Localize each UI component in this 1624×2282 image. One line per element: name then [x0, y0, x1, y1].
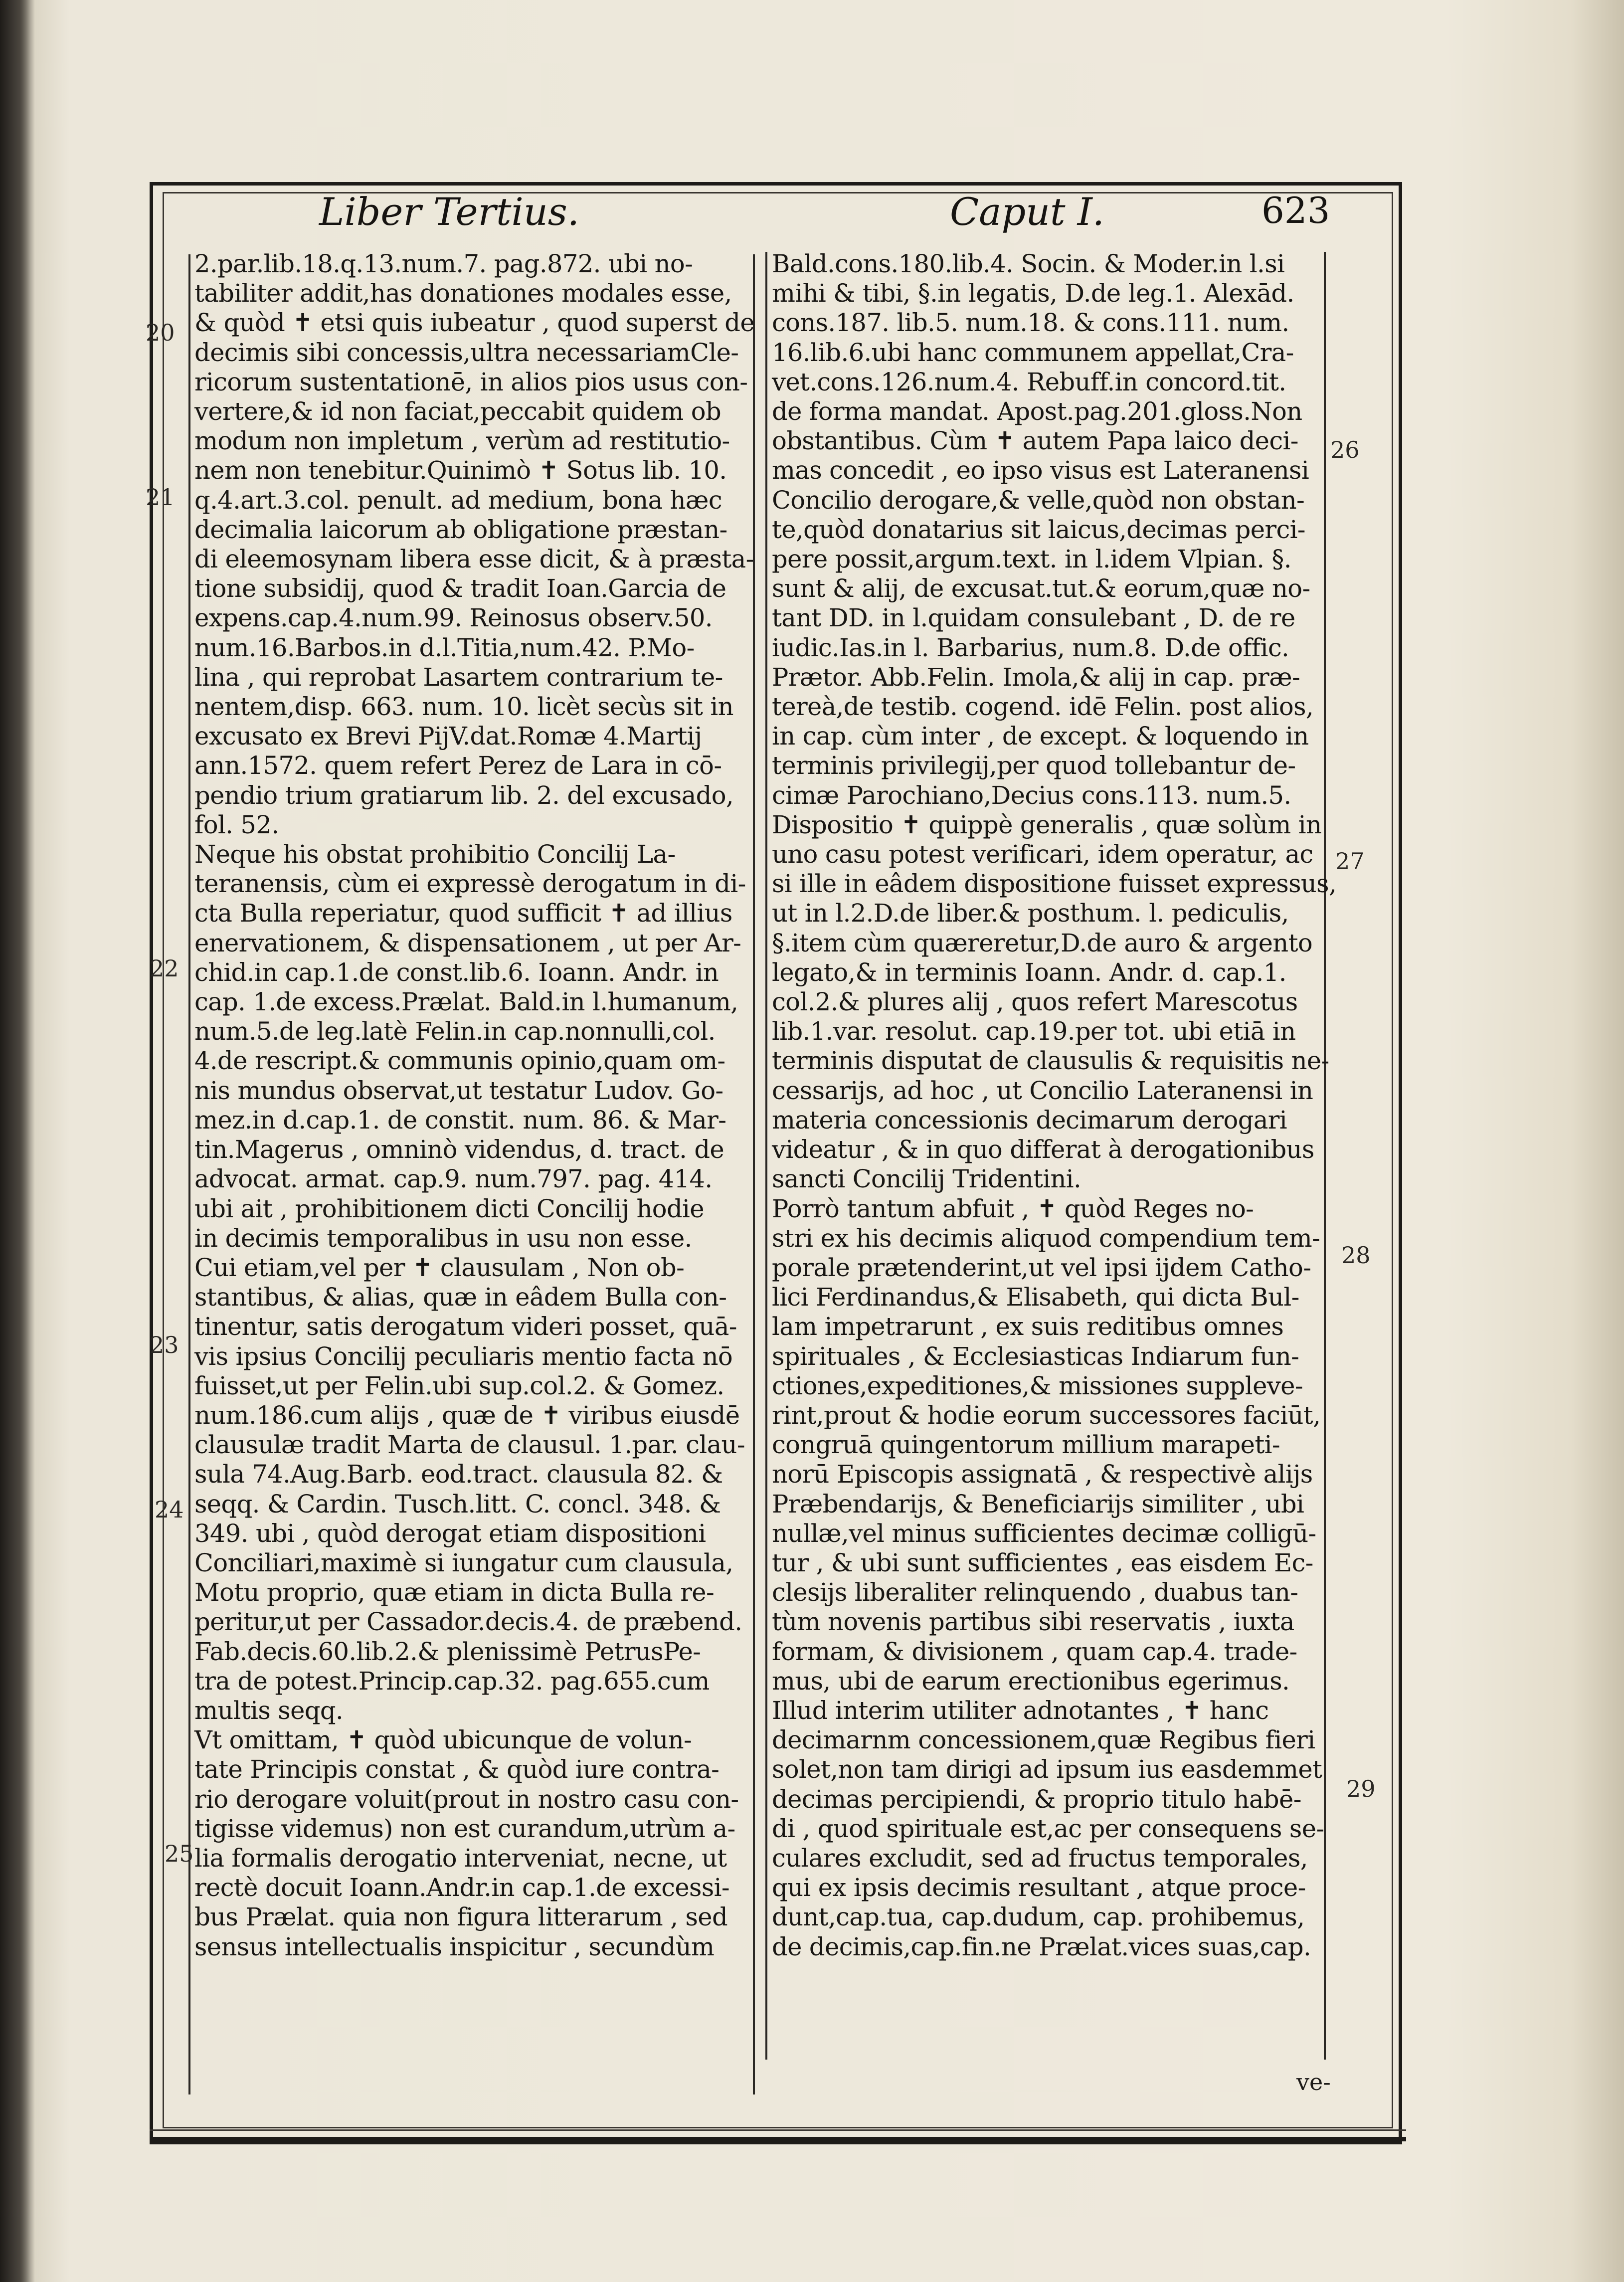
text-line: in decimis temporalibus in usu non esse. — [194, 1223, 692, 1253]
margin-number-23: 23 — [150, 1331, 179, 1358]
text-line: tin.Magerus , omninò videndus, d. tract. de — [194, 1135, 724, 1164]
text-line: enervationem, & dispensationem , ut per Ar- — [194, 928, 741, 957]
text-line: ctiones,expeditiones,& missiones suppleve- — [772, 1371, 1303, 1400]
text-line: rectè docuit Ioann.Andr.in cap.1.de excessi- — [194, 1873, 730, 1902]
text-line: spirituales , & Ecclesiasticas Indiarum fun- — [772, 1341, 1299, 1371]
text-line: lia formalis derogatio interveniat, necne, ut — [194, 1843, 727, 1873]
text-line: ann.1572. quem refert Perez de Lara in cō- — [194, 751, 722, 780]
text-line: de forma mandat. Apost.pag.201.gloss.Non — [772, 397, 1302, 426]
text-line: cta Bulla reperiatur, quod sufficit ✝ ad illius — [194, 899, 732, 928]
text-line: tùm novenis partibus sibi reservatis , iuxta — [772, 1607, 1294, 1637]
margin-number-21: 21 — [146, 484, 175, 511]
text-line: terminis disputat de clausulis & requisitis ne- — [772, 1046, 1329, 1076]
text-line: dunt,cap.tua, cap.dudum, cap. prohibemus, — [772, 1902, 1305, 1932]
text-line: congruā quingentorum millium marapeti- — [772, 1430, 1280, 1460]
text-line: pere possit,argum.text. in l.idem Vlpian. §. — [772, 545, 1291, 574]
text-line: sunt & alij, de excusat.tut.& eorum,quæ no- — [772, 574, 1310, 603]
text-line: cimæ Parochiano,Decius cons.113. num.5. — [772, 780, 1291, 810]
text-line: Prætor. Abb.Felin. Imola,& alij in cap. præ- — [772, 662, 1300, 692]
text-line: ubi ait , prohibitionem dicti Concilij hodie — [194, 1194, 704, 1223]
text-line: obstantibus. Cùm ✝ autem Papa laico deci- — [772, 426, 1298, 456]
text-line: Porrò tantum abfuit , ✝ quòd Reges no- — [772, 1194, 1254, 1223]
text-line: excusato ex Brevi PijV.dat.Romæ 4.Martij — [194, 722, 702, 751]
text-line: fuisset,ut per Felin.ubi sup.col.2. & Gomez. — [194, 1371, 724, 1400]
text-line: rint,prout & hodie eorum successores faciūt, — [772, 1400, 1321, 1430]
text-line: expens.cap.4.num.99. Reinosus observ.50. — [194, 603, 713, 633]
text-line: 16.lib.6.ubi hanc communem appellat,Cra- — [772, 338, 1294, 367]
margin-number-24: 24 — [155, 1496, 184, 1523]
text-line: lina , qui reprobat Lasartem contrarium te- — [194, 662, 723, 692]
text-line: num.5.de leg.latè Felin.in cap.nonnulli,col. — [194, 1017, 716, 1046]
text-line: nis mundus observat,ut testatur Ludov. Go- — [194, 1076, 723, 1105]
text-line: Neque his obstat prohibitio Concilij La- — [194, 840, 676, 869]
text-line: stantibus, & alias, quæ in eâdem Bulla con- — [194, 1283, 727, 1312]
margin-number-27: 27 — [1335, 848, 1365, 875]
text-line: mus, ubi de earum erectionibus egerimus. — [772, 1666, 1290, 1696]
text-line: peritur,ut per Cassador.decis.4. de præbend. — [194, 1607, 742, 1637]
text-line: 349. ubi , quòd derogat etiam dispositioni — [194, 1519, 706, 1548]
text-line: chid.in cap.1.de const.lib.6. Ioann. Andr. in — [194, 957, 719, 987]
catchword: ve- — [1296, 2069, 1331, 2095]
text-line: teranensis, cùm ei expressè derogatum in di- — [194, 869, 746, 899]
text-line: ricorum sustentationē, in alios pios usus con- — [194, 367, 748, 396]
text-line: cons.187. lib.5. num.18. & cons.111. num. — [772, 308, 1289, 338]
text-line: lam impetrarunt , ex suis reditibus omnes — [772, 1312, 1284, 1341]
bottom-rule-thin — [150, 2129, 1406, 2131]
text-line: Motu proprio, quæ etiam in dicta Bulla re- — [194, 1578, 715, 1607]
text-line: qui ex ipsis decimis resultant , atque proce- — [772, 1873, 1306, 1902]
text-line: sancti Concilij Tridentini. — [772, 1164, 1082, 1194]
text-line: bus Prælat. quia non figura litterarum , sed — [194, 1902, 728, 1932]
text-line: decimas percipiendi, & proprio titulo habē- — [772, 1784, 1301, 1814]
text-line: terminis privilegij,per quod tollebantur de- — [772, 751, 1296, 780]
text-line: Præbendarijs, & Beneficiarijs similiter , ubi — [772, 1489, 1304, 1519]
margin-number-29: 29 — [1346, 1775, 1376, 1802]
text-line: Cui etiam,vel per ✝ clausulam , Non ob- — [194, 1253, 685, 1282]
text-line: modum non impletum , verùm ad restitutio- — [194, 426, 730, 456]
text-line: videatur , & in quo differat à derogationibus — [772, 1135, 1314, 1164]
text-line: iudic.Ias.in l. Barbarius, num.8. D.de offic. — [772, 633, 1289, 662]
text-line: tate Principis constat , & quòd iure contra- — [194, 1755, 720, 1784]
text-line: lici Ferdinandus,& Elisabeth, qui dicta Bul- — [772, 1283, 1299, 1312]
text-line: & quòd ✝ etsi quis iubeatur , quod superst de — [194, 308, 755, 338]
text-line: fol. 52. — [194, 810, 279, 839]
text-line: Dispositio ✝ quippè generalis , quæ solùm in — [772, 810, 1322, 839]
text-line: vertere,& id non faciat,peccabit quidem ob — [194, 397, 722, 426]
text-line: mihi & tibi, §.in legatis, D.de leg.1. Alexād. — [772, 279, 1294, 308]
text-line: culares excludit, sed ad fructus temporales, — [772, 1843, 1308, 1873]
text-line: Fab.decis.60.lib.2.& plenissimè PetrusPe- — [194, 1637, 701, 1666]
margin-number-25: 25 — [165, 1840, 194, 1867]
text-line: legato,& in terminis Ioann. Andr. d. cap.1. — [772, 957, 1286, 987]
text-line: vet.cons.126.num.4. Rebuff.in concord.tit. — [772, 367, 1286, 396]
text-line: seqq. & Cardin. Tusch.litt. C. concl. 348. & — [194, 1489, 721, 1519]
text-line: solet,non tam dirigi ad ipsum ius easdemmet — [772, 1755, 1322, 1784]
text-line: advocat. armat. cap.9. num.797. pag. 414. — [194, 1164, 713, 1194]
text-line: di , quod spirituale est,ac per consequens se- — [772, 1814, 1324, 1843]
text-line: num.186.cum alijs , quæ de ✝ viribus eiusdē — [194, 1400, 740, 1430]
text-line: nem non tenebitur.Quinimò ✝ Sotus lib. 10. — [194, 456, 727, 485]
text-line: te,quòd donatarius sit laicus,decimas perci- — [772, 515, 1305, 544]
text-line: tra de potest.Princip.cap.32. pag.655.cum — [194, 1666, 710, 1696]
text-line: porale prætenderint,ut vel ipsi ijdem Catho- — [772, 1253, 1311, 1282]
text-line: Bald.cons.180.lib.4. Socin. & Moder.in l.si — [772, 249, 1285, 278]
text-line: 2.par.lib.18.q.13.num.7. pag.872. ubi no- — [194, 249, 693, 278]
text-line: clesijs liberaliter relinquendo , duabus tan- — [772, 1578, 1298, 1607]
text-line: formam, & divisionem , quam cap.4. trade- — [772, 1637, 1297, 1666]
text-line: tant DD. in l.quidam consulebant , D. de re — [772, 603, 1295, 633]
text-line: sensus intellectualis inspicitur , secundùm — [194, 1932, 715, 1961]
text-line: vis ipsius Concilij peculiaris mentio facta nō — [194, 1341, 733, 1371]
text-line: uno casu potest verificari, idem operatur, ac — [772, 840, 1313, 869]
text-line: tereà,de testib. cogend. idē Felin. post alios, — [772, 692, 1314, 722]
text-line: decimalia laicorum ab obligatione præstan- — [194, 515, 727, 544]
text-line: clausulæ tradit Marta de clausul. 1.par. clau- — [194, 1430, 745, 1460]
margin-number-26: 26 — [1330, 436, 1360, 463]
text-line: nullæ,vel minus sufficientes decimæ colligū- — [772, 1519, 1316, 1548]
left-text-column — [194, 249, 758, 1962]
text-line: Vt omittam, ✝ quòd ubicunque de volun- — [194, 1725, 692, 1755]
text-line: sula 74.Aug.Barb. eod.tract. clausula 82. & — [194, 1460, 723, 1489]
text-line: ut in l.2.D.de liber.& posthum. l. pediculis, — [772, 899, 1289, 928]
text-line: tur , & ubi sunt sufficientes , eas eisdem Ec- — [772, 1548, 1313, 1577]
text-line: Conciliari,maximè si iungatur cum clausula, — [194, 1548, 733, 1577]
text-line: nentem,disp. 663. num. 10. licèt secùs sit in — [194, 692, 733, 722]
text-line: tigisse videmus) non est curandum,utrùm a- — [194, 1814, 735, 1843]
text-line: multis seqq. — [194, 1696, 344, 1725]
text-line: di eleemosynam libera esse dicit, & à præsta- — [194, 545, 754, 574]
running-head-left: Liber Tertius. — [319, 190, 579, 234]
left-column-rule — [188, 254, 190, 2094]
text-line: mez.in d.cap.1. de constit. num. 86. & Mar- — [194, 1105, 726, 1135]
text-line: decimis sibi concessis,ultra necessariamCle- — [194, 338, 739, 367]
text-line: tabiliter addit,has donationes modales esse, — [194, 279, 732, 308]
text-line: tinentur, satis derogatum videri posset, quā- — [194, 1312, 737, 1341]
text-line: §.item cùm quæreretur,D.de auro & argento — [772, 928, 1313, 957]
page-number: 623 — [1262, 190, 1330, 231]
text-line: si ille in eâdem dispositione fuisset expressus, — [772, 869, 1337, 899]
text-line: Illud interim utiliter adnotantes , ✝ hanc — [772, 1696, 1269, 1725]
text-line: q.4.art.3.col. penult. ad medium, bona hæc — [194, 485, 722, 515]
text-line: materia concessionis decimarum derogari — [772, 1105, 1287, 1135]
text-line: tione subsidij, quod & tradit Ioan.Garcia de — [194, 574, 726, 603]
text-line: pendio trium gratiarum lib. 2. del excusado, — [194, 780, 734, 810]
column-divider-right — [765, 252, 767, 2060]
text-line: decimarnm concessionem,quæ Regibus fieri — [772, 1725, 1315, 1755]
text-line: in cap. cùm inter , de except. & loquendo in — [772, 722, 1309, 751]
text-line: Concilio derogare,& velle,quòd non obstan- — [772, 485, 1305, 515]
running-head-chapter: Caput I. — [950, 190, 1104, 234]
text-line: 4.de rescript.& communis opinio,quam om- — [194, 1046, 725, 1076]
right-text-column — [772, 249, 1337, 1962]
text-line: lib.1.var. resolut. cap.19.per tot. ubi etiā in — [772, 1017, 1296, 1046]
text-line: cap. 1.de excess.Prælat. Bald.in l.humanum, — [194, 987, 738, 1017]
margin-number-28: 28 — [1341, 1242, 1371, 1269]
text-line: cessarijs, ad hoc , ut Concilio Lateranensi in — [772, 1076, 1313, 1105]
binding-gutter — [0, 0, 35, 2282]
text-line: num.16.Barbos.in d.l.Titia,num.42. P.Mo- — [194, 633, 695, 662]
bottom-rule — [150, 2137, 1406, 2141]
margin-number-22: 22 — [150, 955, 179, 982]
text-line: de decimis,cap.fin.ne Prælat.vices suas,cap. — [772, 1932, 1311, 1961]
text-line: norū Episcopis assignatā , & respectivè alijs — [772, 1460, 1313, 1489]
text-line: stri ex his decimis aliquod compendium tem- — [772, 1223, 1320, 1253]
text-line: col.2.& plures alij , quos refert Marescotus — [772, 987, 1298, 1017]
text-line: mas concedit , eo ipso visus est Lateranensi — [772, 456, 1309, 485]
margin-number-20: 20 — [146, 319, 175, 346]
text-line: rio derogare voluit(prout in nostro casu con- — [194, 1784, 739, 1814]
